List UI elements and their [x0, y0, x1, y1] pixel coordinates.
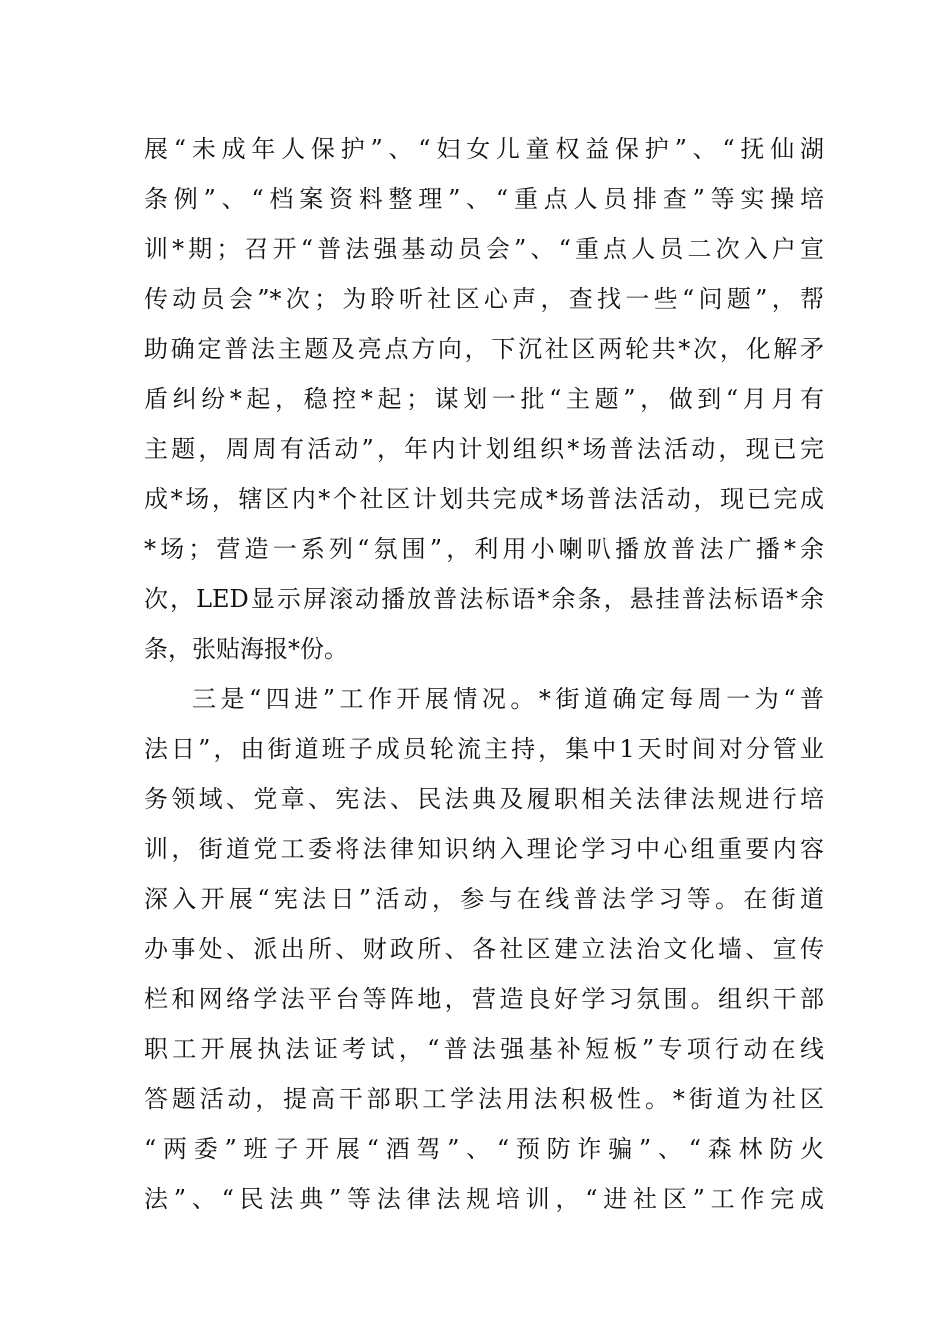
- text-line: 条例”、“档案资料整理”、“重点人员排查”等实操培: [144, 185, 824, 213]
- text-line: 成*场，辖区内*个社区计划共完成*场普法活动，现已完成: [144, 485, 824, 513]
- text-line: 办事处、派出所、财政所、各社区建立法治文化墙、宣传: [144, 935, 824, 963]
- text-line: 传动员会”*次；为聆听社区心声，查找一些“问题”，帮: [144, 285, 824, 313]
- text-line: 职工开展执法证考试，“普法强基补短板”专项行动在线: [144, 1035, 824, 1063]
- text-line: 盾纠纷*起，稳控*起；谋划一批“主题”，做到“月月有: [144, 385, 824, 413]
- text-line: 训*期；召开“普法强基动员会”、“重点人员二次入户宣: [144, 235, 824, 263]
- text-line: 法”、“民法典”等法律法规培训，“进社区”工作完成: [144, 1185, 824, 1213]
- text-line: 法日”，由街道班子成员轮流主持，集中1天时间对分管业: [144, 735, 824, 763]
- text-line: 条，张贴海报*份。: [144, 635, 348, 663]
- text-line: “两委”班子开展“酒驾”、“预防诈骗”、“森林防火: [144, 1135, 824, 1163]
- text-line: 主题，周周有活动”，年内计划组织*场普法活动，现已完: [144, 435, 824, 463]
- paragraph-1: [144, 124, 824, 674]
- text-line: 栏和网络学法平台等阵地，营造良好学习氛围。组织干部: [144, 985, 824, 1013]
- paragraph-2: [144, 674, 824, 1224]
- text-line: 助确定普法主题及亮点方向，下沉社区两轮共*次，化解矛: [144, 335, 824, 363]
- text-line: 次，LED显示屏滚动播放普法标语*余条，悬挂普法标语*余: [144, 585, 824, 613]
- text-line: 训，街道党工委将法律知识纳入理论学习中心组重要内容: [144, 835, 824, 863]
- text-line: 答题活动，提高干部职工学法用法积极性。*街道为社区: [144, 1085, 824, 1113]
- text-line: *场；营造一系列“氛围”，利用小喇叭播放普法广播*余: [144, 535, 824, 563]
- text-line: 展“未成年人保护”、“妇女儿童权益保护”、“抚仙湖: [144, 135, 824, 163]
- text-line: 三是“四进”工作开展情况。*街道确定每周一为“普: [192, 685, 824, 713]
- text-line: 务领域、党章、宪法、民法典及履职相关法律法规进行培: [144, 785, 824, 813]
- document-body: [144, 124, 824, 1224]
- text-line: 深入开展“宪法日”活动，参与在线普法学习等。在街道: [144, 885, 824, 913]
